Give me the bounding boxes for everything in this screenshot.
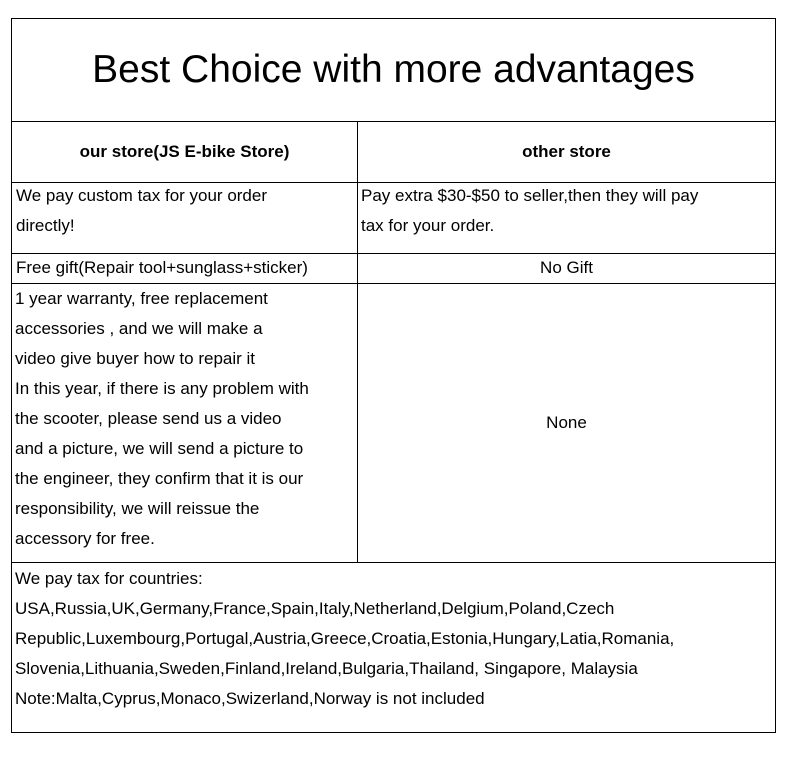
warranty-our-store: 1 year warranty, free replacement accessories , and we will make a video give buyer how to repair it In this year, if there is any problem with the scooter, please send us a video and a picture, we will send a picture to the engineer, they confirm that it is our responsibility, we will reissue the accessory for free. (15, 289, 309, 548)
warranty-other-store: None (546, 412, 587, 432)
header-other-store: other store (522, 142, 611, 161)
comparison-table (11, 18, 776, 733)
gift-our-store: Free gift(Repair tool+sunglass+sticker) (16, 258, 308, 277)
tax-our-store: We pay custom tax for your order directly! (16, 186, 268, 235)
tax-other-store: Pay extra $30-$50 to seller,then they will pay tax for your order. (361, 186, 699, 235)
header-our-store: our store(JS E-bike Store) (79, 142, 290, 161)
gift-other-store: No Gift (540, 258, 593, 277)
tax-countries-note: We pay tax for countries: USA,Russia,UK,Germany,France,Spain,Italy,Netherland,Delgium,Poland,Czech Republic,Luxembourg,Portugal,Austria,Greece,Croatia,Estonia,Hungary,Latia,Romania, Slovenia,Lithuania,Sweden,Finland,Ireland,Bulgaria,Thailand, Singapore, Malaysia Note:Malta,Cyprus,Monaco,Swizerland,Norway is not included (15, 569, 675, 708)
page-title: Best Choice with more advantages (12, 19, 775, 122)
row-divider (12, 562, 775, 563)
